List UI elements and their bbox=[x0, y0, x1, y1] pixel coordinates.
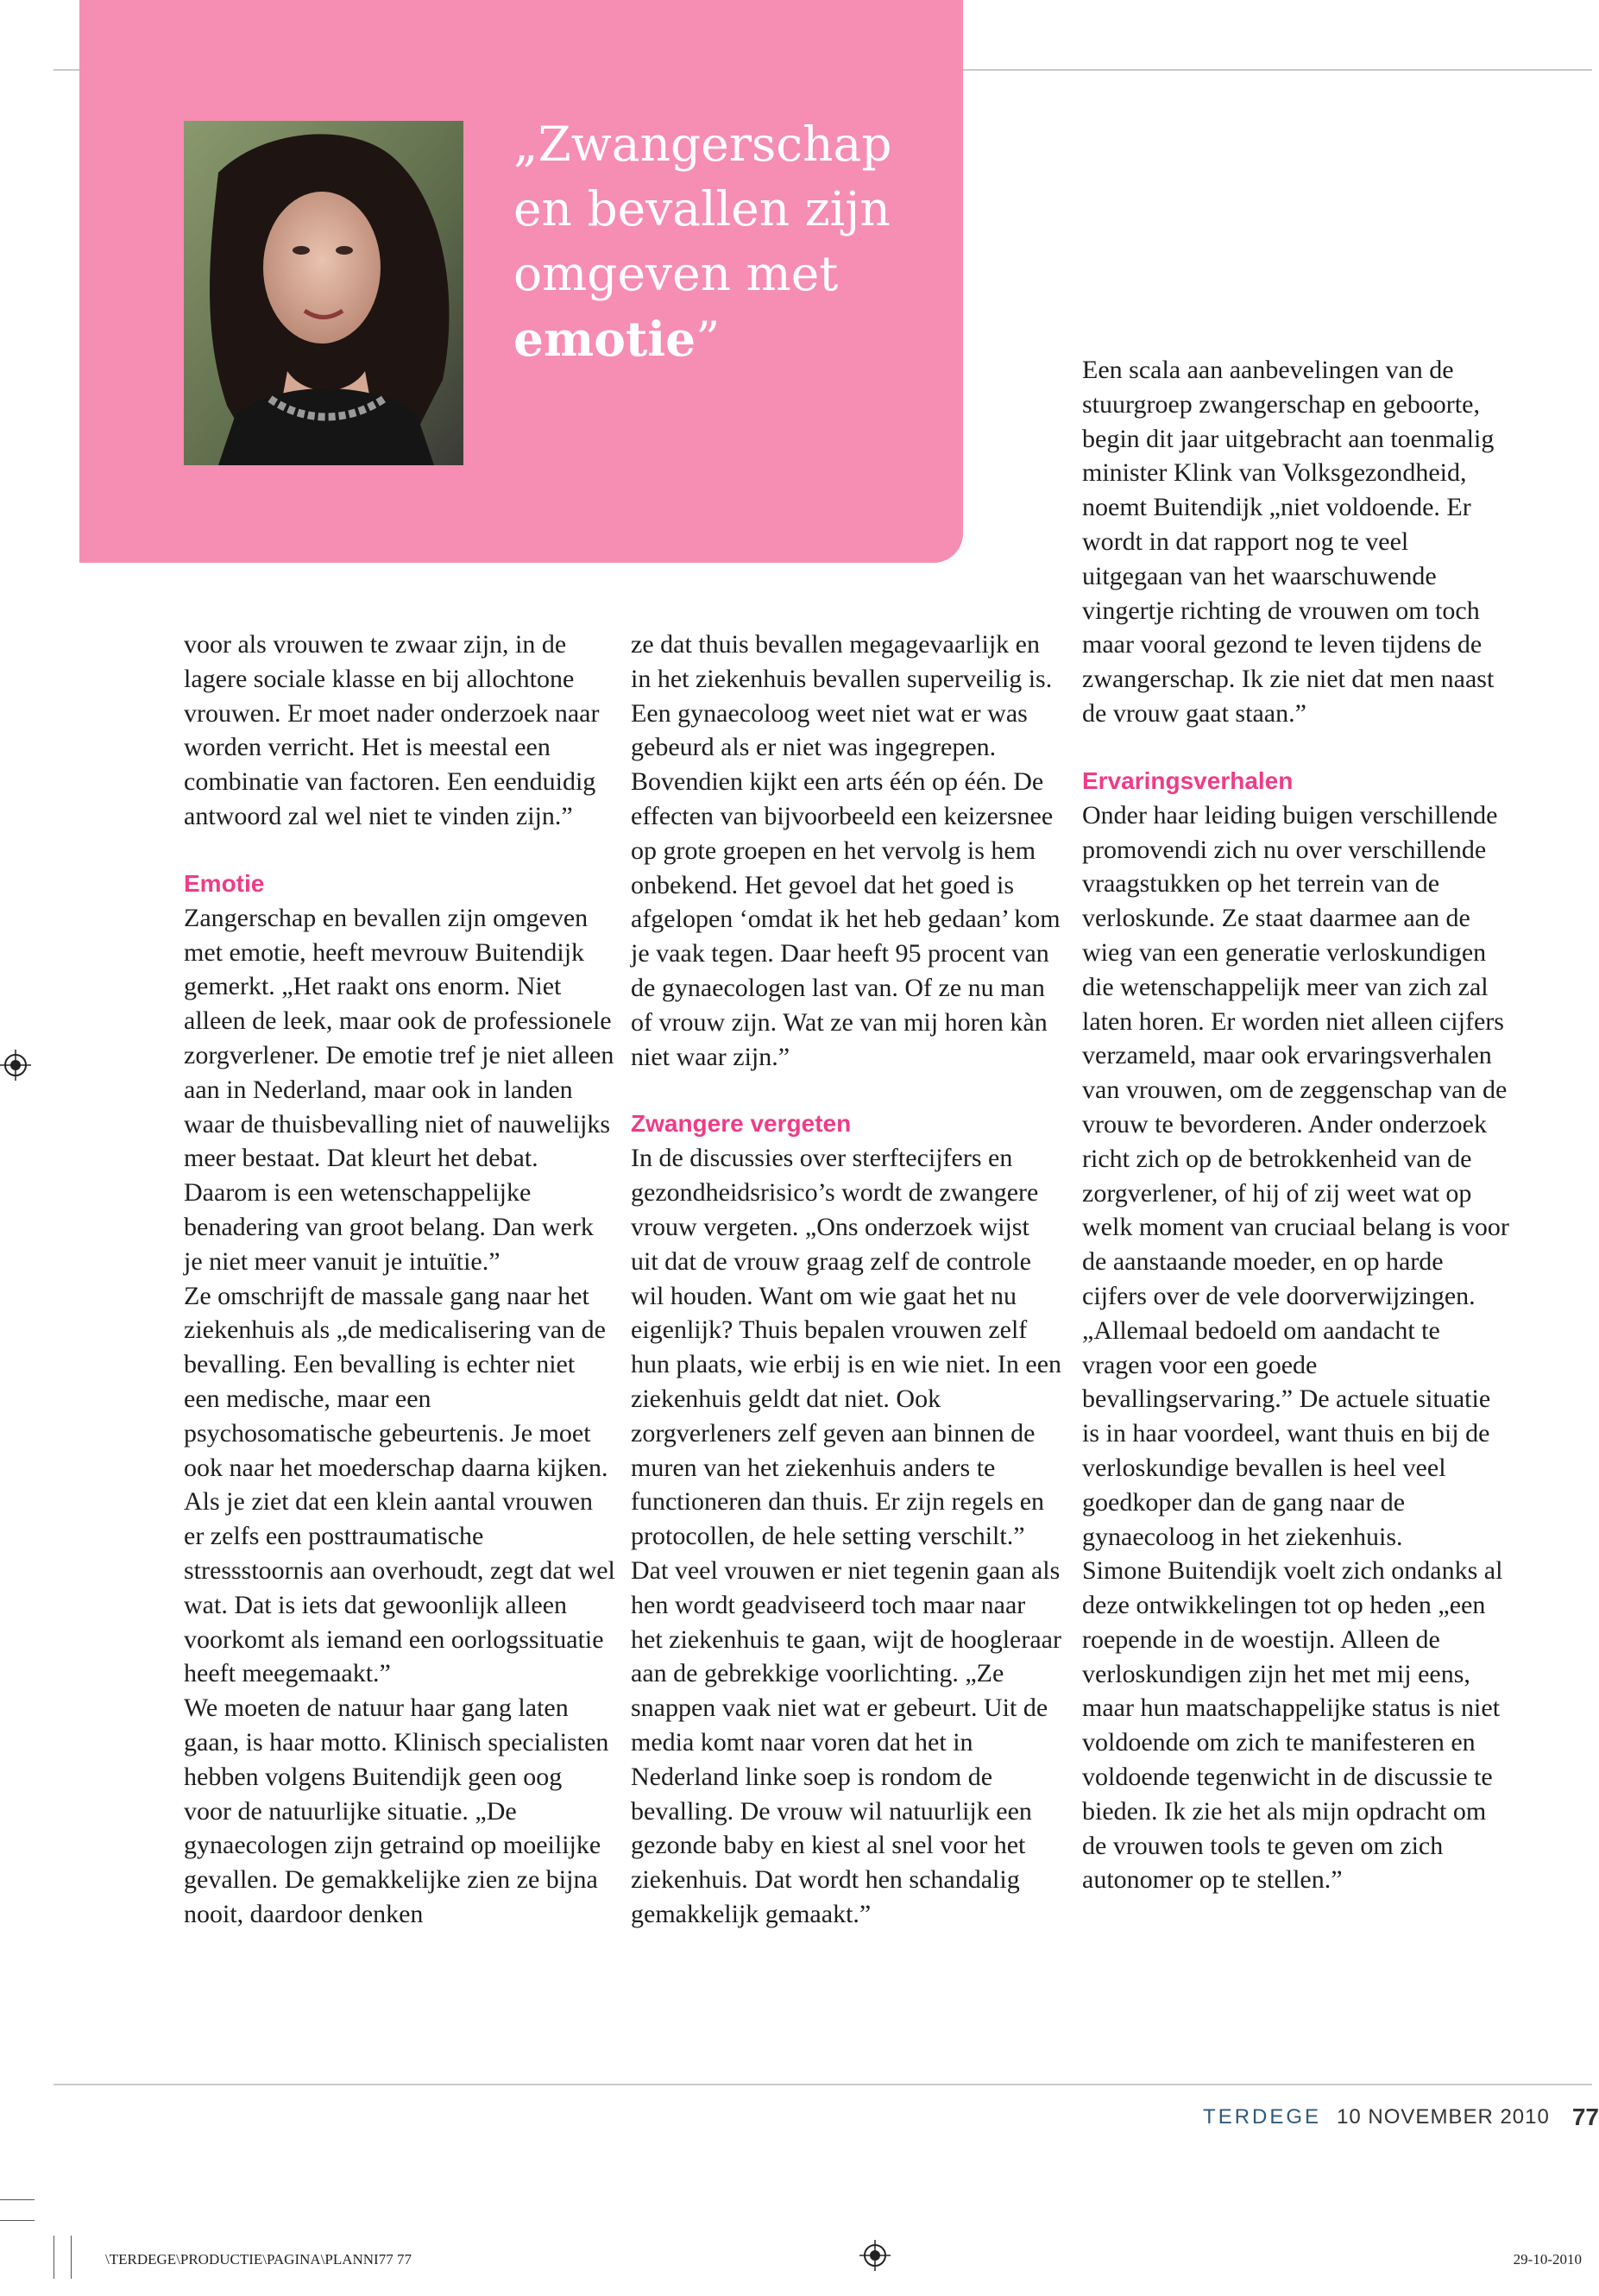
page-number: 77 bbox=[1571, 2104, 1599, 2130]
subheading-ervaringsverhalen: Ervaringsverhalen bbox=[1082, 766, 1294, 794]
top-rule-left bbox=[54, 69, 79, 71]
pull-quote-line-3: omgeven met bbox=[513, 246, 839, 301]
pull-quote-line-2: en bevallen zijn bbox=[513, 181, 891, 237]
print-slug-path: \TERDEGE\PRODUCTIE\PAGINA\PLANNI77 77 bbox=[105, 2251, 412, 2268]
paragraph: Een scala aan aanbevelingen van de stuurgroep zwangerschap en geboorte, begin dit jaar uitgebracht aan toenmalig minister Klink van Volksgezondheid, noemt Buitendijk „niet voldoende. Er wordt in dat rapport nog te veel uitgegaan van het waarschuwende vingertje richting de vrouwen om toch maar vooral gezond te leven tijdens de zwangerschap. Ik zie niet dat men naast de vrouw gaat staan.” bbox=[1082, 356, 1495, 728]
footer-date: 10 NOVEMBER 2010 bbox=[1337, 2105, 1550, 2129]
print-slug-date: 29-10-2010 bbox=[1513, 2251, 1582, 2268]
paragraph: voor als vrouwen te zwaar zijn, in de lagere sociale klasse en bij allochtone vrouwen. Er moet nader onderzoek naar worden verricht. Het is meestal een combinatie van factoren. Een eenduidig antwoord zal wel niet te vinden zijn.” bbox=[184, 630, 600, 830]
paragraph: „Allemaal bedoeld om aandacht te vragen voor een goede bevallingservaring.” De actuele situatie is in haar voordeel, want thuis en bij de verloskundige bevallen is heel veel goedkoper dan de gang naar de gynaecoloog in het ziekenhuis. bbox=[1082, 1315, 1491, 1551]
registration-mark-icon bbox=[0, 1050, 31, 1081]
footer-brand: TERDEGE bbox=[1203, 2105, 1322, 2129]
paragraph: Dat veel vrouwen er niet tegenin gaan als hen wordt geadviseerd toch maar naar het ziekenhuis te gaan, wijt de hoogleraar aan de gebrekkige voorlichting. „Ze snappen vaak niet wat er gebeurt. Uit de media komt naar voren dat het in Nederland linke soep is rondom de bevalling. De vrouw wil natuurlijk een gezonde baby en kiest al snel voor het ziekenhuis. Dat wordt hen schandalig gemakkelijk gemaakt.” bbox=[631, 1555, 1061, 1928]
page-footer bbox=[1203, 2100, 1599, 2135]
pull-quote-bold-word: emotie bbox=[513, 311, 696, 367]
subheading-emotie: Emotie bbox=[184, 869, 265, 897]
top-rule-right bbox=[963, 69, 1592, 71]
article-column-3 bbox=[1082, 353, 1514, 1897]
article-column-1 bbox=[184, 628, 615, 1932]
crop-mark bbox=[0, 2199, 35, 2200]
pull-quote-line-1: „Zwangerschap bbox=[513, 117, 892, 172]
registration-mark-icon bbox=[859, 2240, 891, 2271]
portrait-illustration bbox=[184, 121, 463, 465]
paragraph: Zangerschap en bevallen zijn omgeven met emotie, heeft mevrouw Buitendijk gemerkt. „Het raakt ons enorm. Niet alleen de leek, maar ook de professionele zorgverlener. De emotie tref je niet alleen aan in Nederland, maar ook in landen waar de thuisbevalling niet of nauwelijks meer bestaat. Dat kleurt het debat. Daarom is een wetenschappelijke benadering van groot belang. Dan werk je niet meer vanuit je intuïtie.” bbox=[184, 903, 614, 1276]
pull-quote-close: ” bbox=[696, 312, 721, 367]
pull-quote-line-4 bbox=[513, 306, 928, 372]
paragraph: Simone Buitendijk voelt zich ondanks al deze ontwikkelingen tot op heden „een roepende in de woestijn. Alleen de verloskundigen zijn het met mij eens, maar hun maatschappelijke status is niet voldoende om zich te manifesteren en voldoende tegenwicht in de discussie te bieden. Ik zie het als mijn opdracht om de vrouwen tools te geven om zich autonomer op te stellen.” bbox=[1082, 1556, 1503, 1895]
crop-mark bbox=[0, 2220, 35, 2221]
paragraph: We moeten de natuur haar gang laten gaan, is haar motto. Klinisch specialisten hebben volgens Buitendijk geen oog voor de natuurlijke situatie. „De gynaecologen zijn getraind op moeilijke gevallen. De gemakkelijke zien ze bijna nooit, daardoor denken bbox=[184, 1694, 609, 1928]
portrait-photo bbox=[184, 121, 463, 465]
article-column-2 bbox=[631, 628, 1062, 1932]
pull-quote bbox=[513, 112, 928, 372]
paragraph: Onder haar leiding buigen verschillende promovendi zich nu over verschillende vraagstukken op het terrein van de verloskunde. Ze staat daarmee aan de wieg van een generatie verloskundigen die wetenschappelijk meer van zich zal laten horen. Er worden niet alleen cijfers verzameld, maar ook ervaringsverhalen van vrouwen, om de zeggenschap van de vrouw te bevorderen. Ander onderzoek richt zich op de betrokkenheid van de zorgverlener, of hij of zij weet wat op welk moment van cruciaal belang is voor de aanstaande moeder, en op harde cijfers over de vele doorverwijzingen. bbox=[1082, 800, 1509, 1310]
bottom-rule bbox=[54, 2084, 1592, 2085]
crop-mark bbox=[71, 2236, 72, 2279]
paragraph: ze dat thuis bevallen megagevaarlijk en in het ziekenhuis bevallen superveilig is. Een gynaecoloog weet niet wat er was gebeurd als er niet was ingegrepen. Bovendien kijkt een arts één op één. De effecten van bijvoorbeeld een keizersnee op grote groepen en het vervolg is hem onbekend. Het gevoel dat het goed is afgelopen ‘omdat ik het heb gedaan’ kom je vaak tegen. Daar heeft 95 procent van de gynaecologen last van. Of ze nu man of vrouw zijn. Wat ze van mij horen kàn niet waar zijn.” bbox=[631, 630, 1061, 1071]
paragraph: In de discussies over sterftecijfers en gezondheidsrisico’s wordt de zwangere vrouw vergeten. „Ons onderzoek wijst uit dat de vrouw graag zelf de controle wil houden. Want om wie gaat het nu eigenlijk? Thuis bepalen vrouwen zelf hun plaats, wie erbij is en wie niet. In een ziekenhuis geldt dat niet. Ook zorgverleners zelf geven aan binnen de muren van het ziekenhuis anders te functioneren dan thuis. Er zijn regels en protocollen, de hele setting verschilt.” bbox=[631, 1144, 1062, 1551]
paragraph: Ze omschrijft de massale gang naar het ziekenhuis als „de medicalisering van de bevalling. Een bevalling is echter niet een medische, maar een psychosomatische gebeurtenis. Je moet ook naar het moederschap daarna kijken. Als je ziet dat een klein aantal vrouwen er zelfs een posttraumatische stressstoornis aan overhoudt, zegt dat wel wat. Dat is iets dat gewoonlijk alleen voorkomt als iemand een oorlogssituatie heeft meegemaakt.” bbox=[184, 1281, 615, 1688]
subheading-zwangere-vergeten: Zwangere vergeten bbox=[631, 1110, 852, 1138]
